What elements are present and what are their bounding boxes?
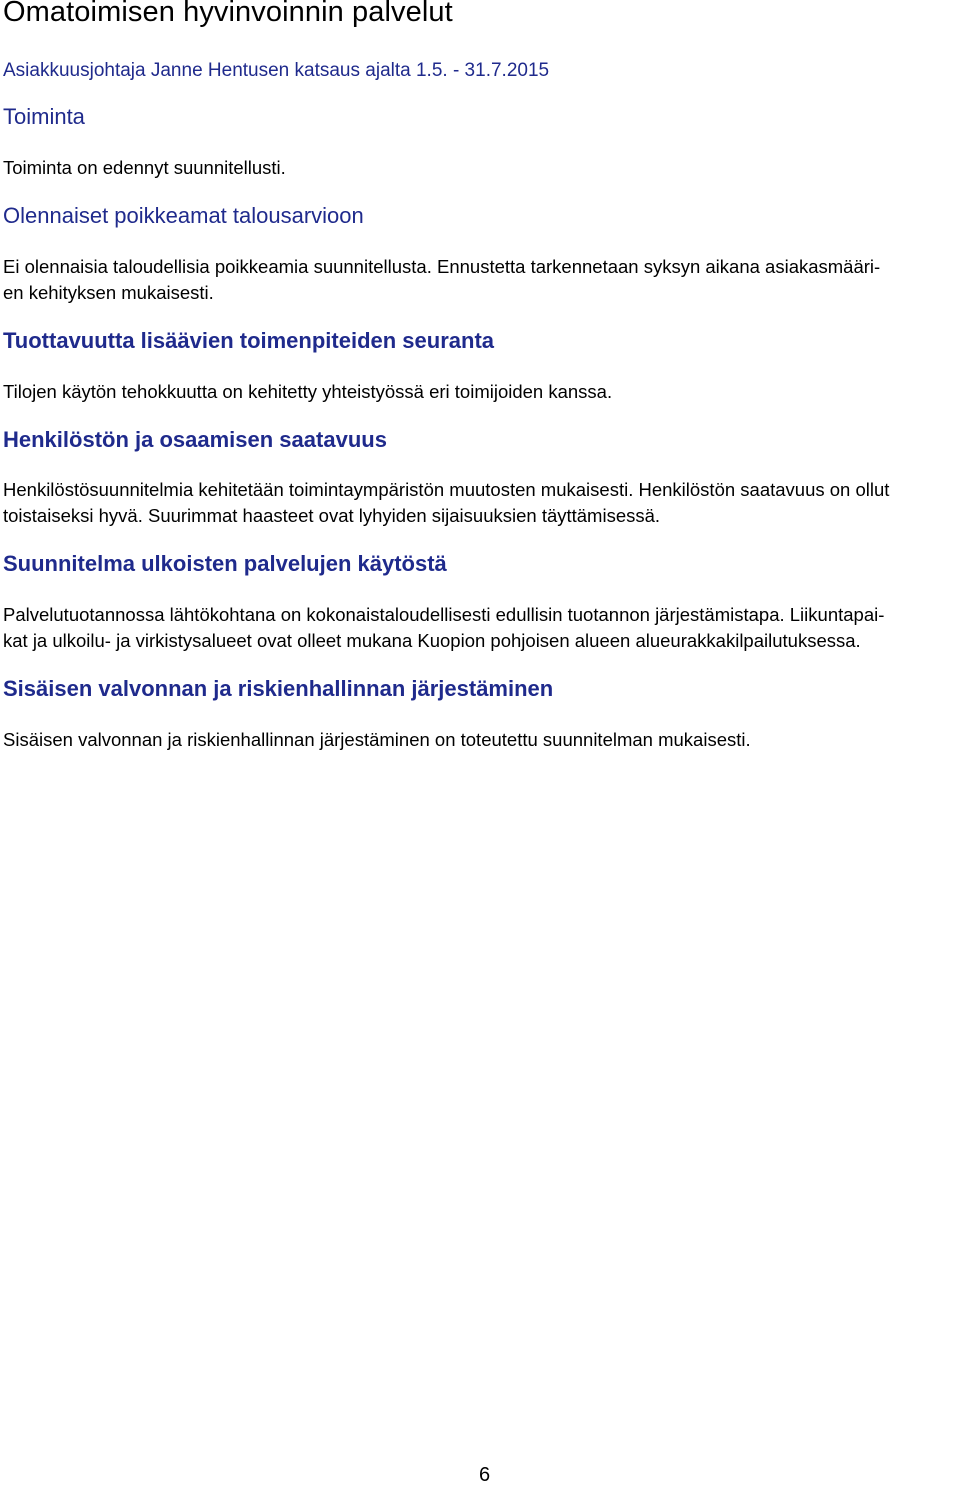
section-text-sisainen-valvonta [3,727,959,753]
section-heading-toiminta: Toiminta [3,104,85,129]
text-line: Toiminta on edennyt suunnitellusti. [3,157,286,178]
section-text-henkilosto [3,477,959,528]
section-text-tuottavuus [3,379,959,405]
section-heading-ulkoiset-palvelut: Suunnitelma ulkoisten palvelujen käytöstä [3,551,447,576]
report-subtitle: Asiakkuusjohtaja Janne Hentusen katsaus ajalta 1.5. - 31.7.2015 [3,60,550,81]
text-line: en kehityksen mukaisesti. [3,281,214,303]
page-number: 6 [479,1464,491,1486]
section-heading-tuottavuus: Tuottavuutta lisäävien toimenpiteiden seuranta [3,328,495,353]
section-heading-sisainen-valvonta: Sisäisen valvonnan ja riskienhallinnan järjestäminen [3,676,554,701]
text-line: Palvelutuotannossa lähtökohtana on kokonaistaloudellisesti edullisin tuotannon järjestämistapa. Liikuntapai- [3,604,885,625]
text-line: Henkilöstösuunnitelmia kehitetään toimintaympäristön muutosten mukaisesti. Henkilöstön saatavuus on ollut [3,479,890,500]
page-title: Omatoimisen hyvinvoinnin palvelut [3,0,453,28]
text-line: Ei olennaisia taloudellisia poikkeamia suunnitellusta. Ennustetta tarkennetaan syksyn aikana asiakasmääri- [3,256,881,277]
section-text-ulkoiset-palvelut [3,602,959,653]
text-line: Sisäisen valvonnan ja riskienhallinnan järjestäminen on toteutettu suunnitelman mukaisesti. [3,729,751,750]
text-line: toistaiseksi hyvä. Suurimmat haasteet ovat lyhyiden sijaisuuksien täyttämisessä. [3,504,661,526]
text-line: kat ja ulkoilu- ja virkistysalueet ovat olleet mukana Kuopion pohjoisen alueen alueurakkakilpailutuksessa. [3,629,861,651]
section-text-talousarvio [3,254,959,305]
section-text-toiminta [3,155,959,181]
section-heading-henkilosto: Henkilöstön ja osaamisen saatavuus [3,427,387,452]
text-line: Tilojen käytön tehokkuutta on kehitetty yhteistyössä eri toimijoiden kanssa. [3,381,613,402]
section-heading-talousarvio: Olennaiset poikkeamat talousarvioon [3,203,364,228]
